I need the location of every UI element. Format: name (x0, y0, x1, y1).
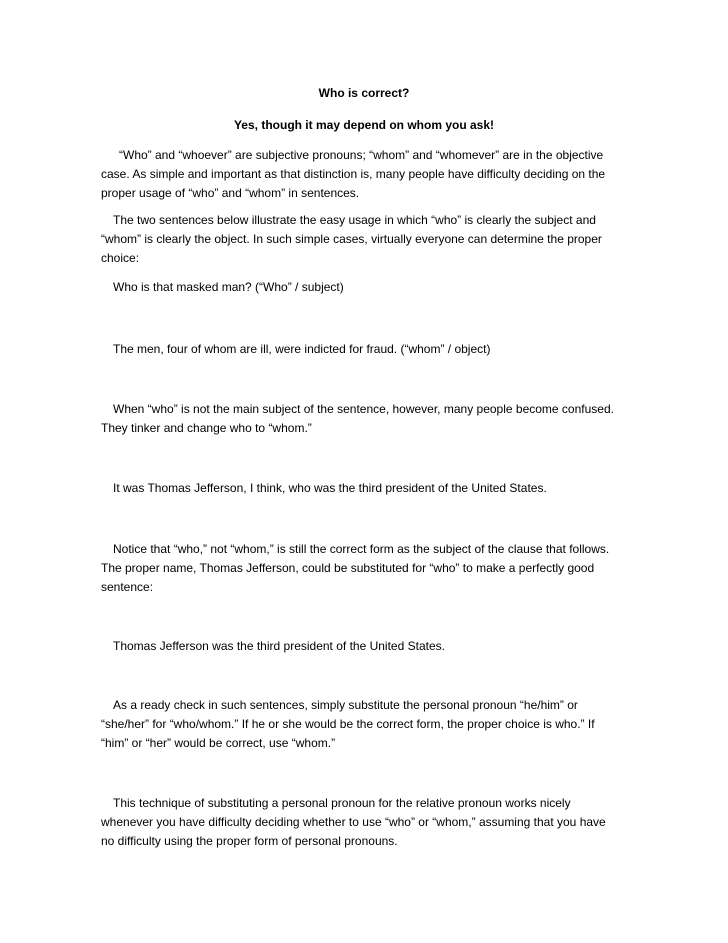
paragraph-line: sentence: (101, 580, 154, 594)
paragraph (101, 146, 627, 203)
paragraph (101, 211, 627, 268)
paragraph-line: “him” or “her” would be correct, use “whom.” (101, 736, 336, 750)
paragraph-line: whenever you have difficulty deciding whether to use “who” or “whom,” assuming that you have (101, 815, 606, 829)
paragraph-line: This technique of substituting a personal pronoun for the relative pronoun works nicely (113, 796, 571, 810)
paragraph-line: proper usage of “who” and “whom” in sentences. (101, 186, 360, 200)
document-title: Who is correct? (318, 86, 410, 100)
paragraph-line: The two sentences below illustrate the easy usage in which “who” is clearly the subject and (113, 213, 596, 227)
paragraph-line: no difficulty using the proper form of personal pronouns. (101, 834, 398, 848)
example-sentence (101, 278, 627, 297)
paragraph-line: Who is that masked man? (“Who” / subject) (113, 280, 344, 294)
paragraph-line: Notice that “who,” not “whom,” is still the correct form as the subject of the clause that follows. (113, 542, 610, 556)
paragraph (101, 794, 627, 851)
paragraph-line: “Who” and “whoever” are subjective pronouns; “whom” and “whomever” are in the objective (119, 148, 604, 162)
paragraph-line: The men, four of whom are ill, were indicted for fraud. (“whom” / object) (113, 342, 491, 356)
paragraph-line: The proper name, Thomas Jefferson, could be substituted for “who” to make a perfectly good (101, 561, 595, 575)
paragraph-line: It was Thomas Jefferson, I think, who was the third president of the United States. (113, 481, 547, 495)
paragraph-line: “whom” is clearly the object. In such simple cases, virtually everyone can determine the proper (101, 232, 602, 246)
paragraph-line: choice: (101, 251, 140, 265)
example-sentence (101, 637, 627, 656)
paragraph-line: case. As simple and important as that distinction is, many people have difficulty deciding on the (101, 167, 606, 181)
paragraph-line: They tinker and change who to “whom.” (101, 421, 312, 435)
paragraph-line: “she/her” for “who/whom.” If he or she would be the correct form, the proper choice is who.” If (101, 717, 595, 731)
example-sentence (101, 340, 627, 359)
paragraph-line: When “who” is not the main subject of the sentence, however, many people become confused. (113, 402, 614, 416)
paragraph (101, 540, 627, 597)
document-subtitle: Yes, though it may depend on whom you ask! (233, 118, 495, 132)
paragraph-line: As a ready check in such sentences, simply substitute the personal pronoun “he/him” or (113, 698, 578, 712)
paragraph (101, 696, 627, 753)
paragraph-line: Thomas Jefferson was the third president of the United States. (113, 639, 445, 653)
paragraph (101, 400, 627, 438)
example-sentence (101, 479, 627, 498)
